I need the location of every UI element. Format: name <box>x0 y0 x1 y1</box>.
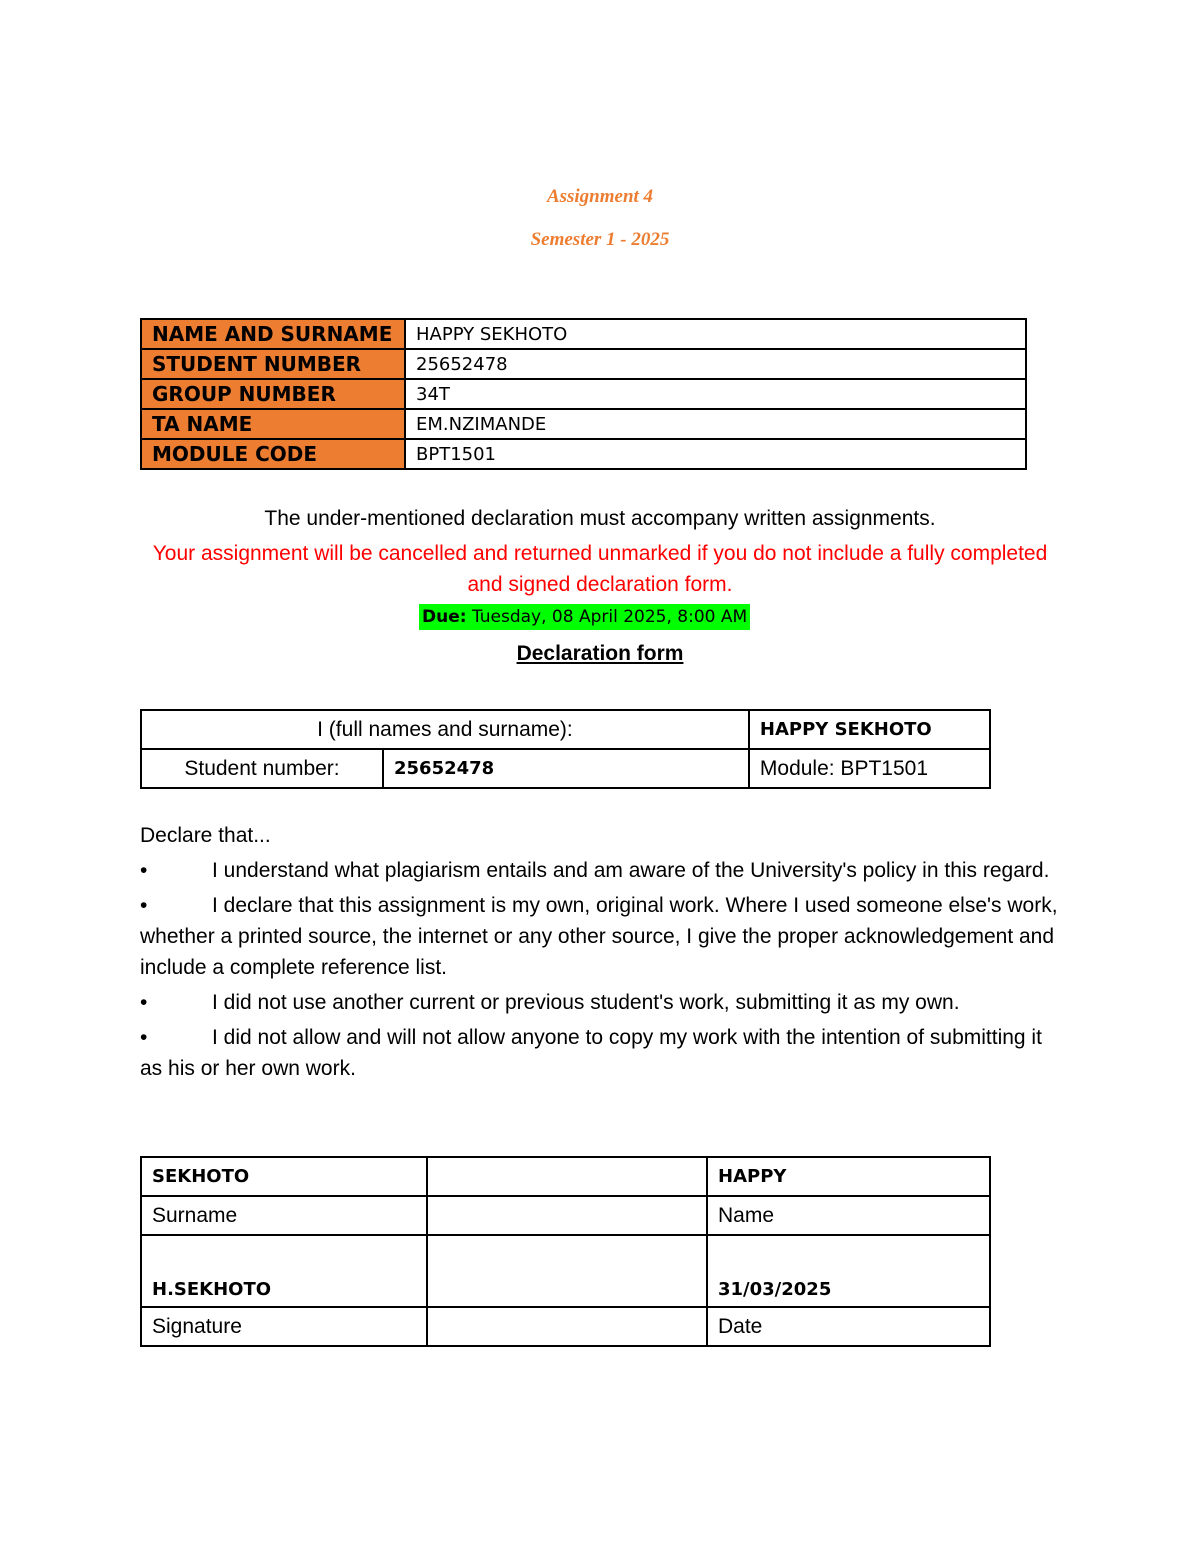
bullet-mark: • <box>140 1026 148 1049</box>
full-names-label: I (full names and surname): <box>141 710 749 749</box>
warning-text: Your assignment will be cancelled and returned unmarked if you do not include a fully completed and signed declaration form. <box>152 542 1048 596</box>
signature-label: Signature <box>141 1307 427 1346</box>
declare-intro: Declare that... <box>140 824 271 847</box>
info-value: EM.NZIMANDE <box>405 409 1026 439</box>
name-label: Name <box>707 1196 990 1235</box>
full-names-value: HAPPY SEKHOTO <box>749 710 990 749</box>
signature-table <box>140 1156 991 1347</box>
table-row <box>141 1157 990 1196</box>
list-item <box>140 855 1065 886</box>
signature-value: H.SEKHOTO <box>141 1235 427 1307</box>
semester-title: Semester 1 - 2025 <box>530 229 670 250</box>
assignment-title: Assignment 4 <box>546 186 654 207</box>
declaration-table <box>140 709 991 789</box>
table-row <box>141 379 1026 409</box>
table-row <box>141 749 990 788</box>
due-date-highlight <box>419 604 750 630</box>
table-row <box>141 1307 990 1346</box>
student-info-table <box>140 318 1027 470</box>
info-value: 34T <box>405 379 1026 409</box>
student-number-value: 25652478 <box>383 749 749 788</box>
due-text: Tuesday, 08 April 2025, 8:00 AM <box>471 607 748 627</box>
table-row <box>141 1196 990 1235</box>
info-label: STUDENT NUMBER <box>141 349 405 379</box>
bullet-text: I declare that this assignment is my own, original work. Where I used someone else's work, whether a printed source, the internet or any other source, I give the proper acknowledgement and include a complete reference list. <box>140 894 1058 979</box>
module-cell: Module: BPT1501 <box>749 749 990 788</box>
bullet-text: I did not use another current or previous student's work, submitting it as my own. <box>212 991 960 1014</box>
bullet-text: I did not allow and will not allow anyone to copy my work with the intention of submitting it as his or her own work. <box>140 1026 1042 1080</box>
table-row <box>141 409 1026 439</box>
student-number-label: Student number: <box>141 749 383 788</box>
empty-cell <box>427 1196 707 1235</box>
declaration-title: Declaration form <box>516 642 684 665</box>
surname-value: SEKHOTO <box>141 1157 427 1196</box>
list-item <box>140 1022 1065 1084</box>
table-row <box>141 439 1026 469</box>
date-value: 31/03/2025 <box>707 1235 990 1307</box>
table-row <box>141 349 1026 379</box>
due-label: Due: <box>422 607 467 627</box>
info-value: 25652478 <box>405 349 1026 379</box>
info-label: GROUP NUMBER <box>141 379 405 409</box>
table-row <box>141 1235 990 1307</box>
info-label: MODULE CODE <box>141 439 405 469</box>
bullet-mark: • <box>140 859 148 882</box>
empty-cell <box>427 1307 707 1346</box>
info-label: NAME AND SURNAME <box>141 319 405 349</box>
declaration-body <box>140 820 1065 1088</box>
bullet-text: I understand what plagiarism entails and am aware of the University's policy in this regard. <box>212 859 1050 882</box>
table-row <box>141 319 1026 349</box>
list-item <box>140 890 1065 983</box>
bullet-mark: • <box>140 991 148 1014</box>
info-value: HAPPY SEKHOTO <box>405 319 1026 349</box>
bullet-mark: • <box>140 894 148 917</box>
info-label: TA NAME <box>141 409 405 439</box>
name-value: HAPPY <box>707 1157 990 1196</box>
surname-label: Surname <box>141 1196 427 1235</box>
empty-cell <box>427 1157 707 1196</box>
info-value: BPT1501 <box>405 439 1026 469</box>
table-row <box>141 710 990 749</box>
list-item <box>140 987 1065 1018</box>
date-label: Date <box>707 1307 990 1346</box>
notice-text: The under-mentioned declaration must accompany written assignments. <box>264 507 936 530</box>
empty-cell <box>427 1235 707 1307</box>
